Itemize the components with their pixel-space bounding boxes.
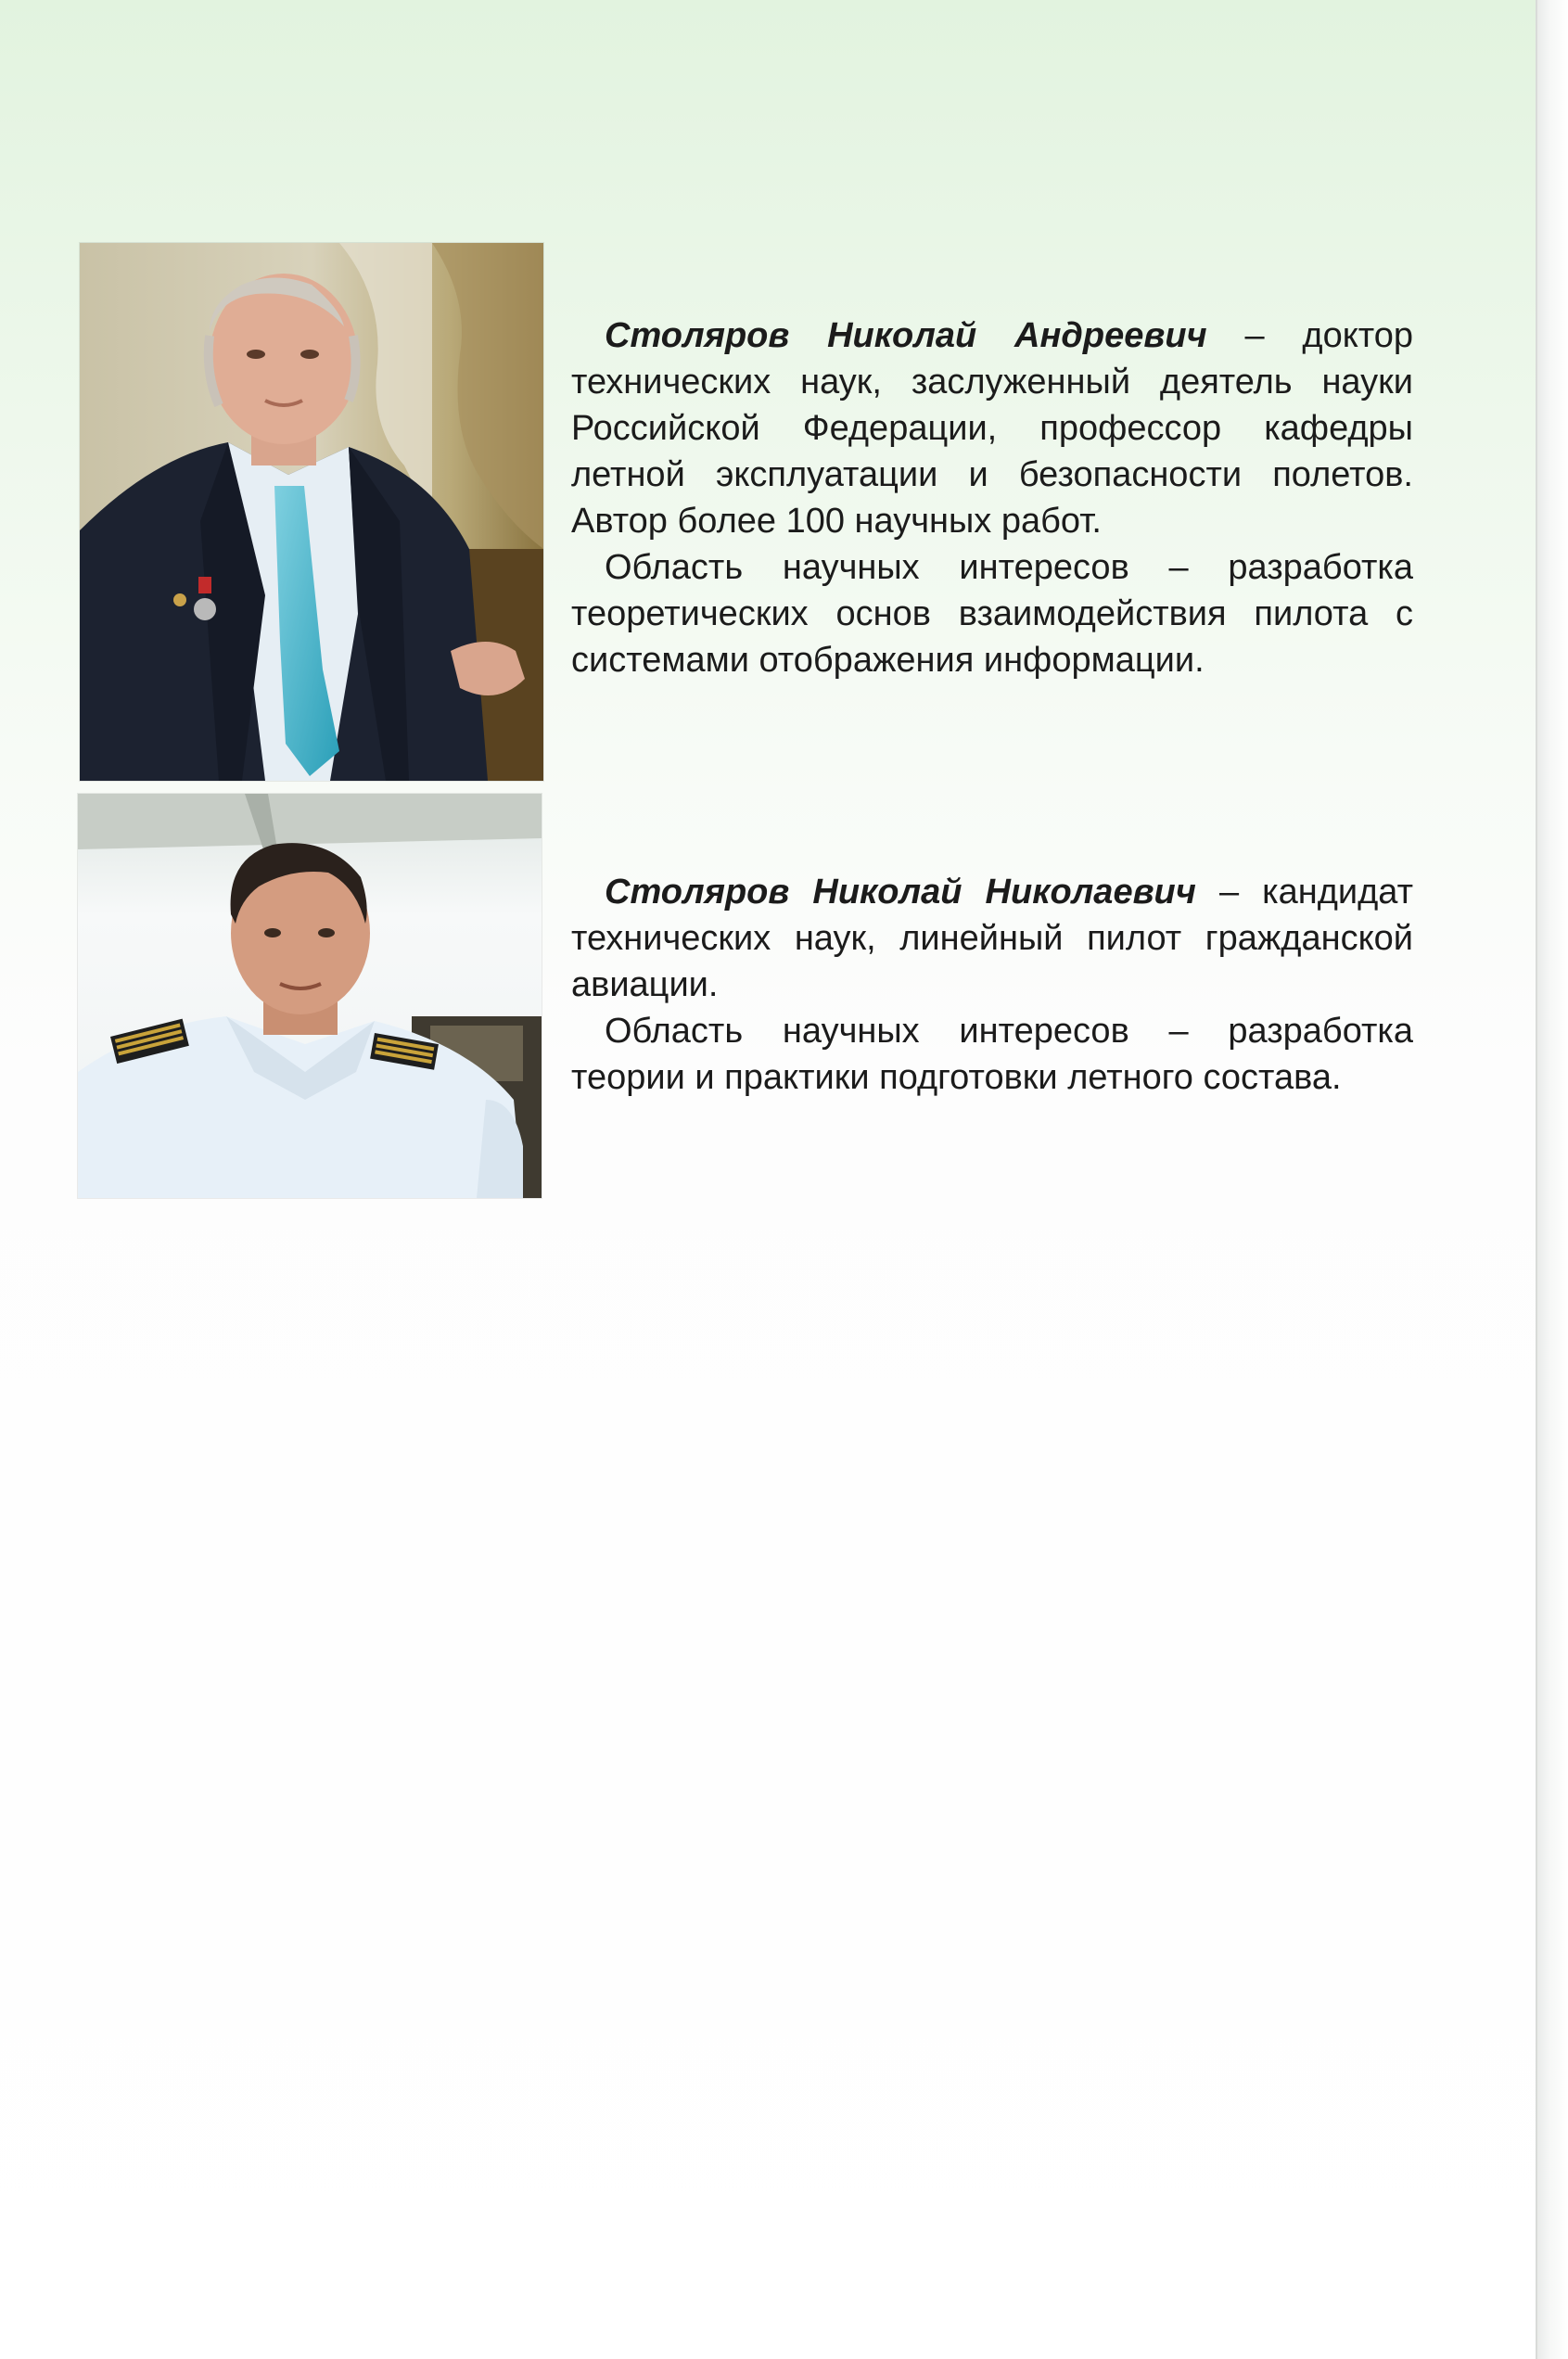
author-2-name: Столяров Николай Николаевич [605, 873, 1196, 912]
author-2-description: кандидат технических наук, линейный пилот гражданской авиации. [571, 873, 1413, 1004]
author-1-bio [571, 312, 1413, 683]
author-1-interests: Область научных интересов – разработка теоретических основ взаимодействия пилота с системами отображения информации. [571, 548, 1413, 680]
author-2-photo [78, 794, 542, 1198]
author-1-name: Столяров Николай Андреевич [605, 316, 1207, 355]
author-1-intro [571, 312, 1413, 544]
cover-edge [1536, 0, 1568, 2359]
author-2-interests: Область научных интересов – разработка теории и практики подготовки летного состава. [571, 1012, 1413, 1097]
author-2-dash: – [1195, 873, 1263, 912]
author-1-dash: – [1206, 316, 1303, 355]
author-1-photo [80, 243, 543, 781]
author-2-bio [571, 869, 1413, 1101]
author-2-intro [571, 869, 1413, 1008]
author-1-description: доктор технических наук, заслуженный деятель науки Российской Федерации, профессор кафедры летной эксплуатации и безопасности полетов. Автор более 100 научных работ. [571, 316, 1413, 541]
